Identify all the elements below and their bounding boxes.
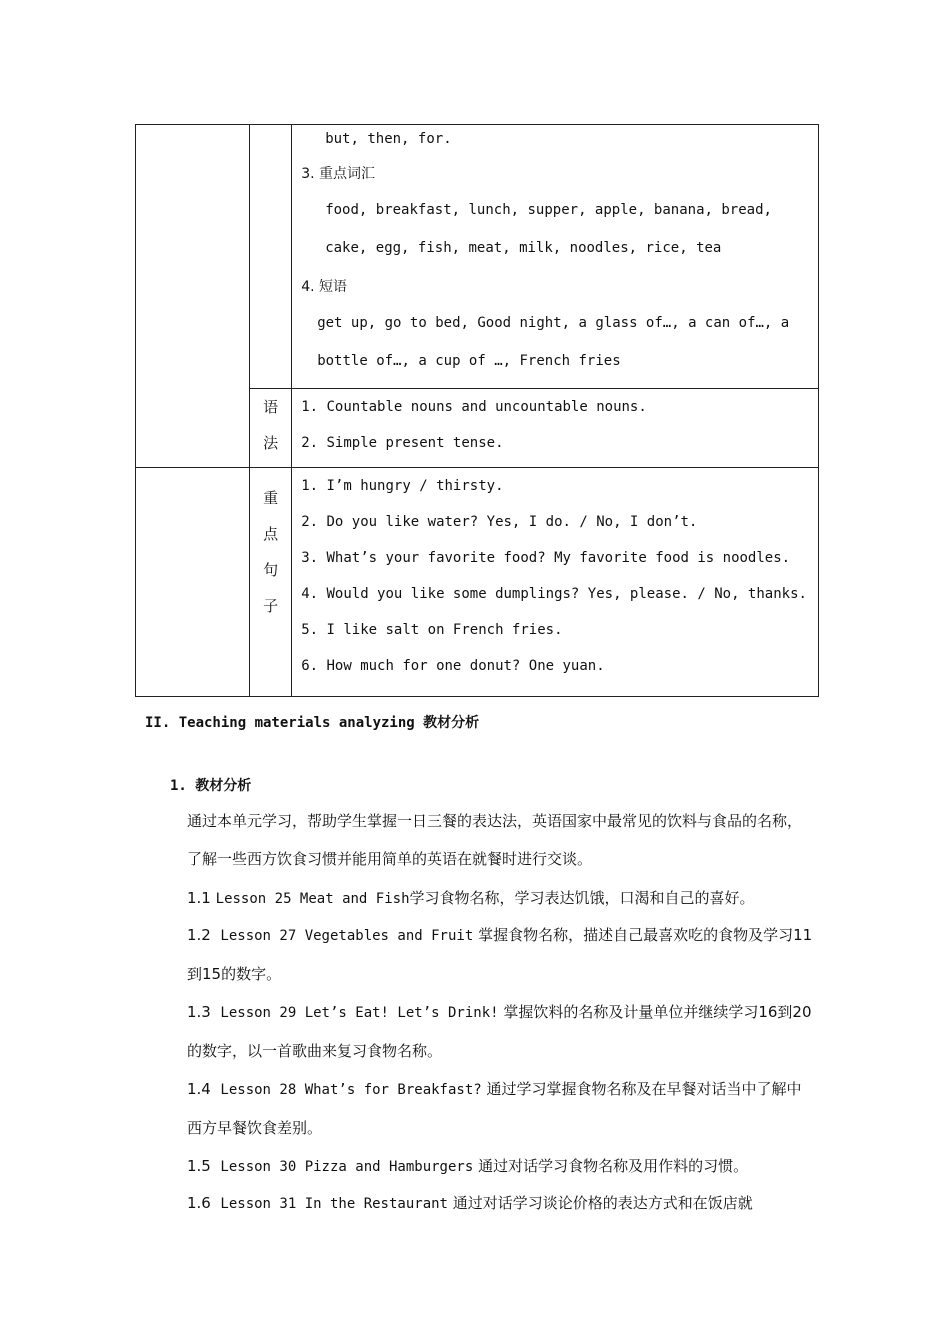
table-row <box>136 125 819 389</box>
label-char: 句 <box>263 561 279 579</box>
label-char: 重 <box>263 489 279 507</box>
lesson-title: Lesson 31 In the Restaurant <box>220 1196 448 1212</box>
content-line: cake, egg, fish, meat, milk, noodles, rice, tea <box>325 240 722 256</box>
lesson-item <box>145 1184 815 1223</box>
content-cell <box>292 125 819 389</box>
section-title: II. Teaching materials analyzing 教材分析 <box>145 715 480 731</box>
content-line: bottle of…, a cup of …, French fries <box>317 353 621 369</box>
sub-title: 1. 教材分析 <box>170 778 252 794</box>
lesson-title: Lesson 25 Meat and Fish <box>215 891 410 907</box>
lesson-item <box>145 916 815 993</box>
category-cell <box>136 125 250 468</box>
lesson-title: Lesson 29 Let’s Eat! Let’s Drink! <box>220 1005 499 1021</box>
lesson-num: 1.5 <box>187 1157 211 1175</box>
content-line: 3. What’s your favorite food? My favorite food is noodles. <box>301 550 791 566</box>
label-char: 子 <box>263 597 279 615</box>
label-char: 语 <box>263 398 279 416</box>
content-line: 2. Do you like water? Yes, I do. / No, I don’t. <box>301 514 698 530</box>
lesson-desc: 掌握食物名称，描述自己最喜欢吃的食物及学习11到15的数字。 <box>187 926 813 983</box>
table-row <box>136 468 819 697</box>
lesson-num: 1.1 <box>187 889 211 907</box>
lesson-num: 1.2 <box>187 926 211 944</box>
lesson-desc: 通过学习掌握食物名称及在早餐对话当中了解中西方早餐饮食差别。 <box>187 1080 802 1137</box>
content-line: but, then, for. <box>325 131 452 147</box>
content-line: get up, go to bed, Good night, a glass of…, a can of…, a <box>317 315 790 331</box>
label-char: 点 <box>263 525 279 543</box>
content-cell <box>292 389 819 468</box>
lesson-num: 1.6 <box>187 1194 211 1212</box>
key-sentences-label <box>250 468 292 697</box>
lesson-desc: 学习食物名称，学习表达饥饿，口渴和自己的喜好。 <box>409 889 755 907</box>
lesson-desc: 通过对话学习谈论价格的表达方式和在饭店就 <box>452 1194 753 1212</box>
category-cell <box>136 468 250 697</box>
intro-text: 通过本单元学习，帮助学生掌握一日三餐的表达法，英语国家中最常见的饮料与食品的名称，了解一些西方饮食习惯并能用简单的英语在就餐时进行交谈。 <box>187 812 803 868</box>
lesson-table <box>135 124 819 697</box>
lesson-title: Lesson 30 Pizza and Hamburgers <box>220 1159 474 1175</box>
content-line: food, breakfast, lunch, supper, apple, banana, bread, <box>325 202 772 218</box>
lesson-item <box>145 1147 815 1186</box>
label-cell <box>250 125 292 389</box>
lesson-num: 1.3 <box>187 1003 211 1021</box>
lesson-desc: 通过对话学习食物名称及用作料的习惯。 <box>478 1157 749 1175</box>
grammar-label <box>250 389 292 468</box>
label-char: 法 <box>263 434 279 452</box>
content-cell <box>292 468 819 697</box>
lesson-desc: 掌握饮料的名称及计量单位并继续学习16到20的数字，以一首歌曲来复习食物名称。 <box>187 1003 812 1060</box>
lesson-title: Lesson 28 What’s for Breakfast? <box>220 1082 482 1098</box>
lesson-item <box>145 993 815 1070</box>
content-line: 2. Simple present tense. <box>301 435 504 451</box>
lesson-item <box>145 1070 815 1147</box>
content-line: 4. 短语 <box>301 279 348 295</box>
content-line: 5. I like salt on French fries. <box>301 622 563 638</box>
content-line: 6. How much for one donut? One yuan. <box>301 658 605 674</box>
content-line: 1. I’m hungry / thirsty. <box>301 478 504 494</box>
content-line: 3. 重点词汇 <box>301 166 376 182</box>
content-line: 1. Countable nouns and uncountable nouns. <box>301 399 647 415</box>
content-line: 4. Would you like some dumplings? Yes, please. / No, thanks. <box>301 586 807 602</box>
lesson-item <box>145 879 815 918</box>
lesson-title: Lesson 27 Vegetables and Fruit <box>220 928 474 944</box>
lesson-num: 1.4 <box>187 1080 211 1098</box>
intro-paragraph <box>145 802 815 878</box>
